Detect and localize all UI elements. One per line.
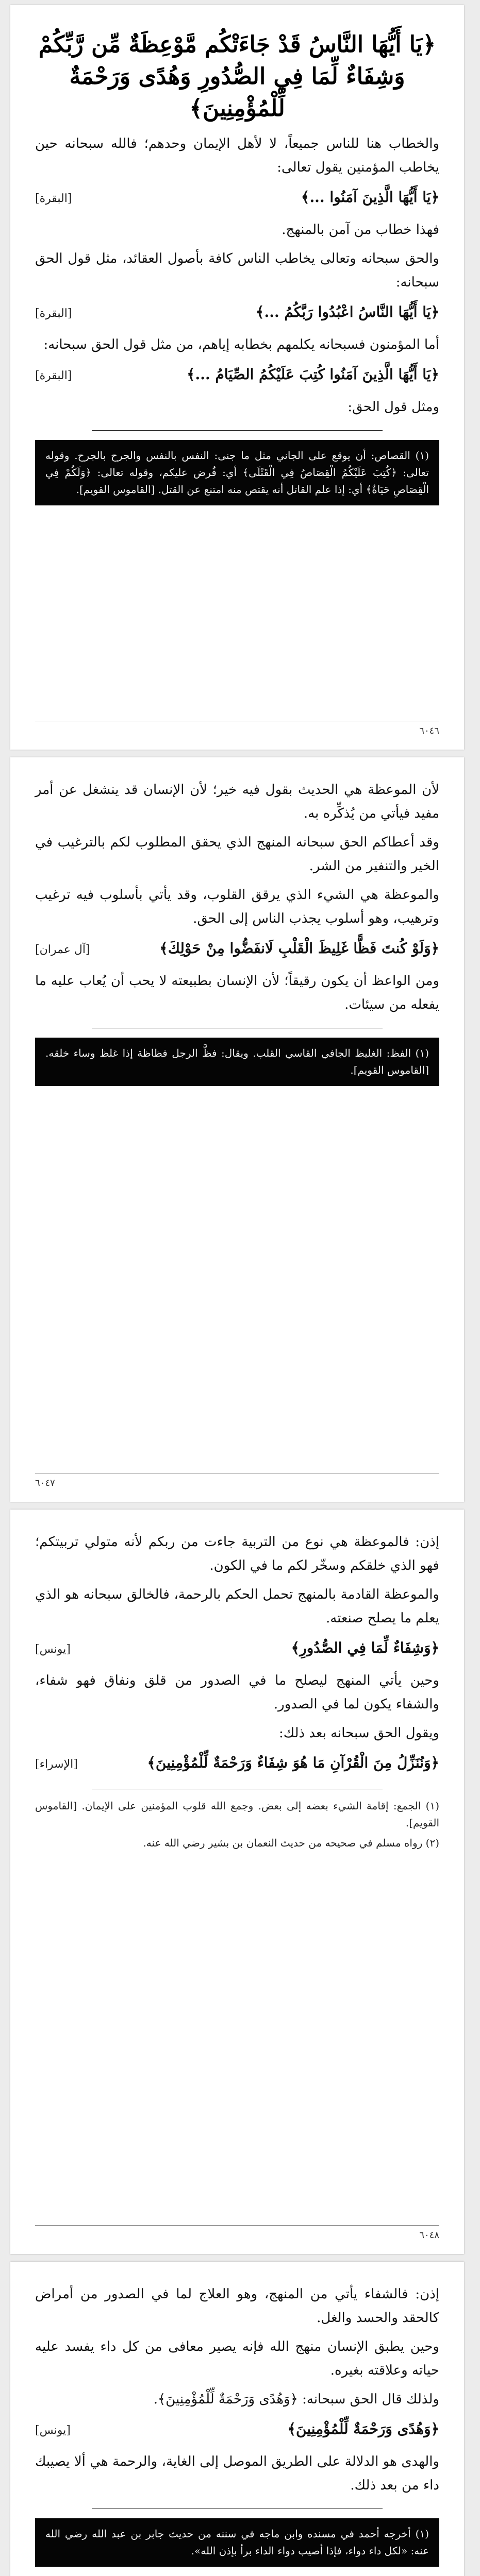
page-2	[10, 757, 464, 1502]
footnote: (٢) رواه مسلم في صحيحه من حديث النعمان بن بشير رضي الله عنه.	[143, 1837, 439, 1849]
page-number: ٦٠٤٦	[419, 725, 439, 736]
paragraph: ومثل قول الحق:	[347, 399, 439, 415]
paragraph: ويقول الحق سبحانه بعد ذلك:	[278, 1725, 439, 1741]
verse-heading: ﴿يَا أَيُّهَا النَّاسُ قَدْ جَاءَتْكُم مَّوْعِظَةٌ مِّن رَّبِّكُمْ وَشِفَاءٌ لِّمَا فِي الصُّدُورِ وَهُدًى وَرَحْمَةٌ لِّلْمُؤْمِنِينَ﴾	[38, 31, 436, 122]
paragraph: أما المؤمنون فسبحانه يكلمهم بخطابه إياهم، من مثل قول الحق سبحانه:	[43, 337, 439, 352]
quran-verse	[35, 936, 439, 963]
verse-reference: [البقرة]	[35, 192, 72, 205]
page-footer	[35, 1473, 439, 1488]
paragraph: لأن الموعظة هي الحديث بقول فيه خير؛ لأن الإنسان قد ينشغل عن أمر مفيد فيأتي من يُذكِّره به.	[35, 782, 439, 821]
verse-text: ﴿وَهُدًى وَرَحْمَةٌ لِّلْمُؤْمِنِينَ﴾	[287, 2420, 439, 2437]
page-footer	[35, 2225, 439, 2241]
verse-reference: [آل عمران]	[35, 943, 90, 956]
paragraph: والخطاب هنا للناس جميعاً، لا لأهل الإيمان وحدهم؛ فالله سبحانه حين يخاطب المؤمنين يقول تعالى:	[35, 136, 439, 175]
page-number: ٦٠٤٨	[419, 2230, 439, 2241]
paragraph: والهدى هو الدلالة على الطريق الموصل إلى الغاية، والرحمة هي ألا يصيبك داء من بعد ذلك.	[35, 2454, 439, 2493]
paragraph: ومن الواعظ أن يكون رقيقاً؛ لأن الإنسان بطبيعته لا يحب أن يُعاب عليه ما يفعله من سيئات.	[35, 973, 439, 1012]
quran-verse	[35, 2416, 439, 2444]
divider	[92, 430, 383, 431]
page-footer	[35, 721, 439, 736]
verse-text: ﴿وَلَوْ كُنتَ فَظًّا غَلِيظَ الْقَلْبِ لَانفَضُّوا مِنْ حَوْلِكَ﴾	[159, 940, 439, 957]
verse-reference: [البقرة]	[35, 307, 72, 320]
verse-text: ﴿يَا أَيُّهَا الَّذِينَ آمَنُوا ...﴾	[301, 189, 439, 206]
verse-reference: [يونس]	[35, 2424, 71, 2437]
paragraph: وحين يأتي المنهج ليصلح ما في الصدور من قلق ونفاق فهو شفاء، والشفاء يكون لما في الصدور.	[35, 1673, 439, 1712]
footnote-block: (١) القصاص: أن يوقع على الجاني مثل ما جنى: النفس بالنفس والجرح بالجرح. وقوله تعالى: ﴿كُتِبَ عَلَيْكُمُ الْقِصَاصُ فِي الْقَتْلَى﴾ أي: فُرض عليكم، وقوله تعالى: ﴿وَلَكُمْ فِي الْقِصَاصِ حَيَاةٌ﴾ أي: إذا علم القاتل أنه يقتص منه امتنع عن القتل. [القاموس القويم].	[35, 440, 439, 505]
page-4	[10, 2262, 464, 2576]
quran-verse	[35, 299, 439, 327]
paragraph: والحق سبحانه وتعالى يخاطب الناس كافة بأصول العقائد، مثل قول الحق سبحانه:	[35, 251, 439, 290]
verse-reference: [الإسراء]	[35, 1758, 78, 1771]
paragraph: إذن: فالشفاء يأتي من المنهج، وهو العلاج لما في الصدور من أمراض كالحقد والحسد والغل.	[35, 2286, 439, 2326]
paragraph: إذن: فالموعظة هي نوع من التربية جاءت من ربكم لأنه متولي تربيتكم؛ فهو الذي خلقكم وسخّر لكم ما في الكون.	[35, 1534, 439, 1573]
paragraph: ولذلك قال الحق سبحانه: ﴿وَهُدًى وَرَحْمَةٌ لِّلْمُؤْمِنِينَ﴾.	[153, 2392, 439, 2407]
paragraph: والموعظة القادمة بالمنهج تحمل الحكم بالرحمة، فالخالق سبحانه هو الذي يعلم ما يصلح صنعته.	[35, 1587, 439, 1626]
quran-verse	[35, 1750, 439, 1777]
verse-text: ﴿يَا أَيُّهَا النَّاسُ اعْبُدُوا رَبَّكُمُ ...﴾	[256, 303, 439, 320]
quran-verse	[35, 1635, 439, 1663]
paragraph: والموعظة هي الشيء الذي يرقق القلوب، وقد يأتي بأسلوب فيه ترغيب وترهيب، وهو أسلوب يجذب الناس إلى الحق.	[35, 887, 439, 926]
paragraph: وقد أعطاكم الحق سبحانه المنهج الذي يحقق المطلوب لكم بالترغيب في الخير والتنفير من الشر.	[35, 835, 439, 874]
verse-text: ﴿وَشِفَاءٌ لِّمَا فِي الصُّدُورِ﴾	[291, 1639, 439, 1656]
verse-reference: [يونس]	[35, 1643, 71, 1656]
quran-verse	[35, 362, 439, 389]
verse-text: ﴿وَنُنَزِّلُ مِنَ الْقُرْآنِ مَا هُوَ شِفَاءٌ وَرَحْمَةٌ لِّلْمُؤْمِنِينَ﴾	[147, 1754, 439, 1771]
page-number: ٦٠٤٧	[35, 1478, 55, 1488]
paragraph: فهذا خطاب من آمن بالمنهج.	[282, 222, 439, 238]
page-1	[10, 5, 464, 750]
verse-reference: [البقرة]	[35, 369, 72, 382]
footnote-block: (١) أخرجه أحمد في مسنده وابن ماجه في سننه من حديث جابر بن عبد الله رضي الله عنه: «لكل داء دواء، فإذا أصيب دواء الداء برأ بإذن الله».	[35, 2518, 439, 2567]
footnote-block: (١) الفظ: الغليظ الجافي القاسي القلب. ويقال: فظَّ الرجل فظاظة إذا غلظ وساء خلقه. [القاموس القويم].	[35, 1038, 439, 1086]
verse-text: ﴿يَا أَيُّهَا الَّذِينَ آمَنُوا كُتِبَ عَلَيْكُمُ الصِّيَامُ ...﴾	[187, 366, 439, 383]
footnote: (١) الجمع: إقامة الشيء بعضه إلى بعض. وجمع الله قلوب المؤمنين على الإيمان. [القاموس القويم].	[35, 1800, 439, 1829]
paragraph: وحين يطبق الإنسان منهج الله فإنه يصير معافى من كل داء يفسد عليه حياته وعلاقته بغيره.	[35, 2339, 439, 2378]
quran-verse	[35, 184, 439, 212]
page-3	[10, 1510, 464, 2254]
